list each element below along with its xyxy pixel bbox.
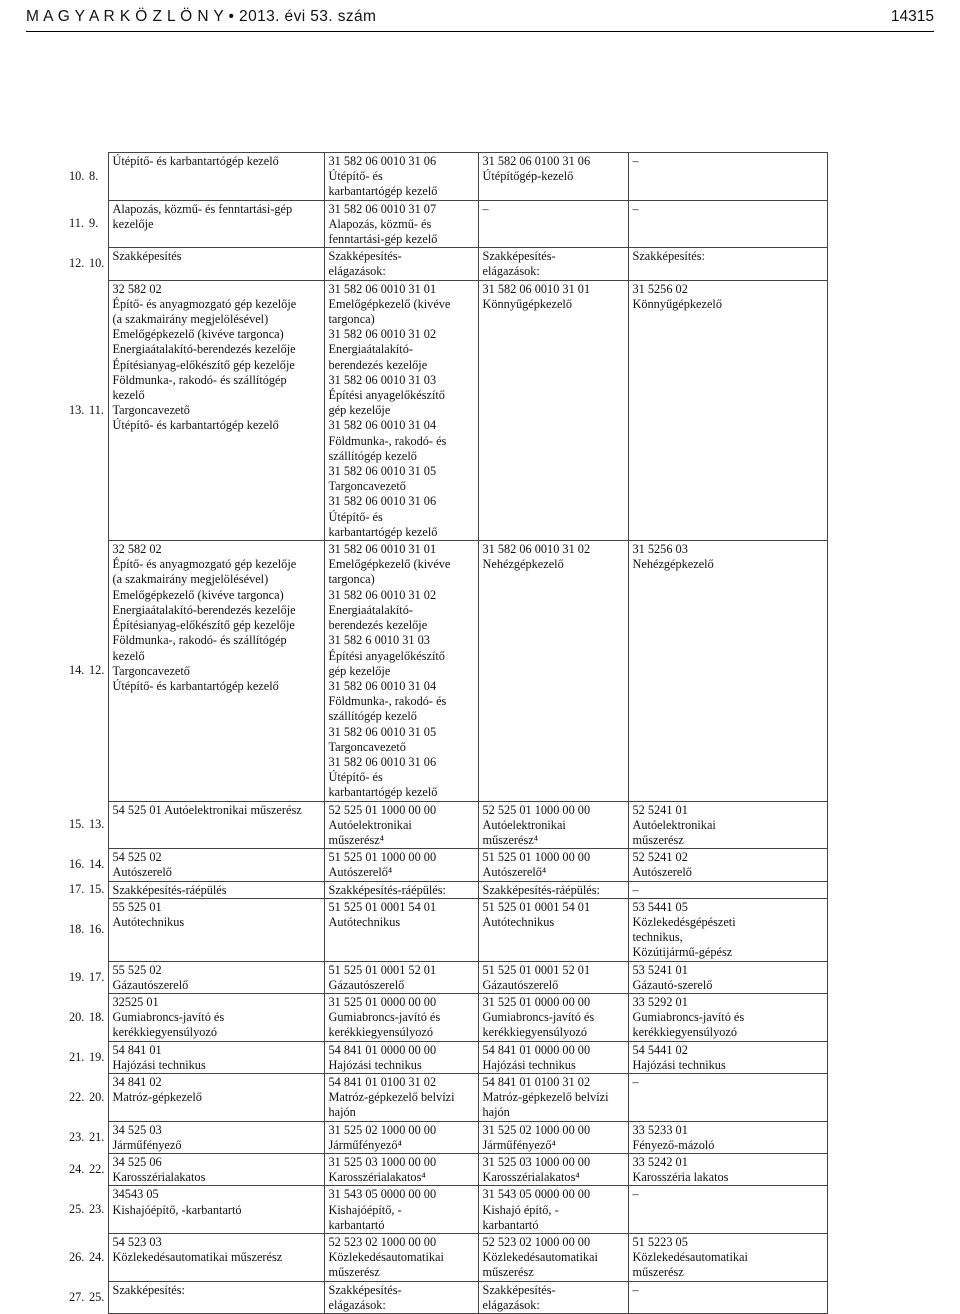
table-row [68, 1073, 827, 1121]
branch-cell: Szakképesítés- elágazások: [478, 248, 628, 280]
branch-cell: 54 841 01 0000 00 00 Hajózási technikus [478, 1041, 628, 1073]
new-qualification-cell: 31 582 06 0010 31 07 Alapozás, közmű- és fenntartási-gép kezelő [324, 200, 478, 248]
new-qualification-cell: 51 525 01 0001 52 01 Gázautószerelő [324, 961, 478, 993]
page-number: 14315 [890, 8, 934, 25]
row-number-cell: 13. [69, 402, 85, 417]
branch-cell: 31 582 06 0010 31 01 Könnyűgépkezelő [478, 280, 628, 540]
row-number-cell: 10. [69, 168, 85, 183]
branch-cell: 51 525 01 0001 54 01 Autótechnikus [478, 898, 628, 961]
qualification-cell: Szakképesítés [108, 248, 324, 280]
row-number-cell: 25. [69, 1202, 85, 1217]
new-qualification-cell: 54 841 01 0000 00 00 Hajózási technikus [324, 1041, 478, 1073]
qualification-cell: 55 525 01 Autótechnikus [108, 898, 324, 961]
previous-qualification-cell: – [628, 1281, 827, 1313]
qualification-cell: Alapozás, közmű- és fenntartási-gép kezelője [108, 200, 324, 248]
qualification-cell: Útépítő- és karbantartógép kezelő [108, 153, 324, 201]
branch-cell: 54 841 01 0100 31 02 Matróz-gépkezelő belvízi hajón [478, 1073, 628, 1121]
qualification-cell: 34 525 03 Járműfényező [108, 1121, 324, 1153]
row-number-cell: 27. [69, 1289, 85, 1304]
new-qualification-cell: Szakképesítés- elágazások: [324, 248, 478, 280]
table-row [68, 153, 827, 201]
row-subnumber-cell: 17. [89, 969, 105, 984]
row-subnumber-cell: 11. [89, 402, 104, 417]
branch-cell: 31 582 06 0010 31 02 Nehézgépkezelő [478, 541, 628, 801]
branch-cell: Szakképesítés- elágazások: [478, 1281, 628, 1313]
row-number-cell: 21. [69, 1049, 85, 1064]
table-row [68, 993, 827, 1041]
new-qualification-cell: 31 582 06 0010 31 06 Útépítő- és karbantartógép kezelő [324, 153, 478, 201]
row-subnumber-cell: 15. [89, 882, 105, 897]
new-qualification-cell: 31 525 03 1000 00 00 Karosszérialakatos⁴ [324, 1154, 478, 1186]
previous-qualification-cell: 33 5233 01 Fényező-mázoló [628, 1121, 827, 1153]
row-number-cell: 23. [69, 1129, 85, 1144]
table-row [68, 1186, 827, 1234]
header-rule [26, 31, 934, 32]
previous-qualification-cell: 53 5441 05 Közlekedésgépészeti technikus, Közútijármű-gépész [628, 898, 827, 961]
row-number-cell: 15. [69, 817, 85, 832]
new-qualification-cell: 52 523 02 1000 00 00 Közlekedésautomatikai műszerész [324, 1234, 478, 1282]
row-subnumber-cell: 22. [89, 1162, 105, 1177]
table-row [68, 1041, 827, 1073]
row-subnumber-cell: 25. [89, 1289, 105, 1304]
table-row [68, 1121, 827, 1153]
qualification-cell: 54 525 01 Autóelektronikai műszerész [108, 801, 324, 849]
qualification-cell: 32 582 02 Építő- és anyagmozgató gép kezelője (a szakmairány megjelölésével) Emelőgépkezelő (kivéve targonca) Energiaátalakító-berendezés kezelője Építésianyag-előkészítő gép kezelője Földmunka-, rakodó- és szállítógép kezelő Targoncavezető Útépítő- és karbantartógép kezelő [108, 541, 324, 801]
row-number-cell: 14. [69, 663, 85, 678]
previous-qualification-cell: 52 5241 01 Autóelektronikai műszerész [628, 801, 827, 849]
row-number-cell: 22. [69, 1089, 85, 1104]
new-qualification-cell: 51 525 01 1000 00 00 Autószerelő⁴ [324, 849, 478, 881]
qualification-cell: 34543 05 Kishajóépítő, -karbantartó [108, 1186, 324, 1234]
previous-qualification-cell: 53 5241 01 Gázautó-szerelő [628, 961, 827, 993]
qualification-cell: 54 841 01 Hajózási technikus [108, 1041, 324, 1073]
previous-qualification-cell: 33 5242 01 Karosszéria lakatos [628, 1154, 827, 1186]
table-row [68, 248, 827, 280]
branch-cell: 31 582 06 0100 31 06 Útépítőgép-kezelő [478, 153, 628, 201]
previous-qualification-cell: 54 5441 02 Hajózási technikus [628, 1041, 827, 1073]
table-row [68, 1234, 827, 1282]
row-subnumber-cell: 14. [89, 857, 105, 872]
qualification-cell: 54 523 03 Közlekedésautomatikai műszerész [108, 1234, 324, 1282]
previous-qualification-cell: – [628, 1186, 827, 1234]
new-qualification-cell: 31 543 05 0000 00 00 Kishajóépítő, - karbantartó [324, 1186, 478, 1234]
new-qualification-cell: 54 841 01 0100 31 02 Matróz-gépkezelő belvízi hajón [324, 1073, 478, 1121]
qualification-cell: Szakképesítés-ráépülés [108, 881, 324, 898]
row-subnumber-cell: 20. [89, 1089, 105, 1104]
table-row [68, 961, 827, 993]
new-qualification-cell: 52 525 01 1000 00 00 Autóelektronikai műszerész⁴ [324, 801, 478, 849]
qualification-cell: 34 841 02 Matróz-gépkezelő [108, 1073, 324, 1121]
branch-cell: 31 525 02 1000 00 00 Járműfényező⁴ [478, 1121, 628, 1153]
row-number-cell: 18. [69, 922, 85, 937]
row-number-cell: 12. [69, 256, 85, 271]
row-number-cell: 19. [69, 969, 85, 984]
row-number-cell: 11. [69, 216, 84, 231]
publication-header: M A G Y A R K Ö Z L Ö N Y • 2013. évi 53. szám [26, 8, 377, 25]
row-number-cell: 16. [69, 857, 85, 872]
branch-cell: 52 523 02 1000 00 00 Közlekedésautomatikai műszerész [478, 1234, 628, 1282]
branch-cell: 31 525 03 1000 00 00 Karosszérialakatos⁴ [478, 1154, 628, 1186]
previous-qualification-cell: – [628, 153, 827, 201]
table-row [68, 1154, 827, 1186]
row-number-cell: 24. [69, 1162, 85, 1177]
previous-qualification-cell: – [628, 881, 827, 898]
row-subnumber-cell: 21. [89, 1129, 105, 1144]
previous-qualification-cell: Szakképesítés: [628, 248, 827, 280]
row-subnumber-cell: 12. [89, 663, 105, 678]
row-subnumber-cell: 24. [89, 1249, 105, 1264]
new-qualification-cell: Szakképesítés-ráépülés: [324, 881, 478, 898]
table-row [68, 541, 827, 801]
branch-cell: 51 525 01 1000 00 00 Autószerelő⁴ [478, 849, 628, 881]
row-number-cell: 20. [69, 1009, 85, 1024]
branch-cell: 31 525 01 0000 00 00 Gumiabroncs-javító és kerékkiegyensúlyozó [478, 993, 628, 1041]
row-subnumber-cell: 18. [89, 1009, 105, 1024]
qualification-cell: 34 525 06 Karosszérialakatos [108, 1154, 324, 1186]
table-row [68, 849, 827, 881]
previous-qualification-cell: – [628, 1073, 827, 1121]
qualification-cell: 32525 01 Gumiabroncs-javító és kerékkiegyensúlyozó [108, 993, 324, 1041]
branch-cell: 31 543 05 0000 00 00 Kishajó építő, - karbantartó [478, 1186, 628, 1234]
previous-qualification-cell: 33 5292 01 Gumiabroncs-javító és kerékkiegyensúlyozó [628, 993, 827, 1041]
qualification-cell: 54 525 02 Autószerelő [108, 849, 324, 881]
row-subnumber-cell: 10. [89, 256, 105, 271]
qualification-cell: 32 582 02 Építő- és anyagmozgató gép kezelője (a szakmairány megjelölésével) Emelőgépkezelő (kivéve targonca) Energiaátalakító-berendezés kezelője Építésianyag-előkészítő gép kezelője Földmunka-, rakodó- és szállítógép kezelő Targoncavezető Útépítő- és karbantartógép kezelő [108, 280, 324, 540]
branch-cell: 51 525 01 0001 52 01 Gázautószerelő [478, 961, 628, 993]
table-row [68, 280, 827, 540]
table-row [68, 801, 827, 849]
row-number-cell: 17. [69, 882, 85, 897]
row-subnumber-cell: 19. [89, 1049, 105, 1064]
previous-qualification-cell: 31 5256 02 Könnyűgépkezelő [628, 280, 827, 540]
table-row [68, 881, 827, 898]
qualification-table [68, 152, 828, 1314]
row-subnumber-cell: 13. [89, 817, 105, 832]
row-subnumber-cell: 23. [89, 1202, 105, 1217]
previous-qualification-cell: 52 5241 02 Autószerelő [628, 849, 827, 881]
row-subnumber-cell: 16. [89, 922, 105, 937]
previous-qualification-cell: – [628, 200, 827, 248]
qualification-cell: Szakképesítés: [108, 1281, 324, 1313]
branch-cell: Szakképesítés-ráépülés: [478, 881, 628, 898]
new-qualification-cell: 31 525 02 1000 00 00 Járműfényező⁴ [324, 1121, 478, 1153]
row-number-cell: 26. [69, 1249, 85, 1264]
new-qualification-cell: Szakképesítés- elágazások: [324, 1281, 478, 1313]
table-row [68, 200, 827, 248]
table-row [68, 898, 827, 961]
new-qualification-cell: 31 582 06 0010 31 01 Emelőgépkezelő (kivéve targonca) 31 582 06 0010 31 02 Energiaátalakító- berendezés kezelője 31 582 06 0010 31 03 Építési anyagelőkészítő gép kezelője 31 582 06 0010 31 04 Földmunka-, rakodó- és szállítógép kezelő 31 582 06 0010 31 05 Targoncavezető 31 582 06 0010 31 06 Útépítő- és karbantartógép kezelő [324, 280, 478, 540]
previous-qualification-cell: 51 5223 05 Közlekedésautomatikai műszerész [628, 1234, 827, 1282]
table-row [68, 1281, 827, 1313]
new-qualification-cell: 31 582 06 0010 31 01 Emelőgépkezelő (kivéve targonca) 31 582 06 0010 31 02 Energiaátalakító- berendezés kezelője 31 582 6 0010 31 03 Építési anyagelőkészítő gép kezelője 31 582 06 0010 31 04 Földmunka-, rakodó- és szállítógép kezelő 31 582 06 0010 31 05 Targoncavezető 31 582 06 0010 31 06 Útépítő- és karbantartógép kezelő [324, 541, 478, 801]
previous-qualification-cell: 31 5256 03 Nehézgépkezelő [628, 541, 827, 801]
branch-cell: – [478, 200, 628, 248]
branch-cell: 52 525 01 1000 00 00 Autóelektronikai műszerész⁴ [478, 801, 628, 849]
table-body [68, 153, 827, 1314]
row-subnumber-cell: 9. [89, 216, 99, 231]
qualification-cell: 55 525 02 Gázautószerelő [108, 961, 324, 993]
new-qualification-cell: 51 525 01 0001 54 01 Autótechnikus [324, 898, 478, 961]
row-subnumber-cell: 8. [89, 168, 99, 183]
new-qualification-cell: 31 525 01 0000 00 00 Gumiabroncs-javító és kerékkiegyensúlyozó [324, 993, 478, 1041]
